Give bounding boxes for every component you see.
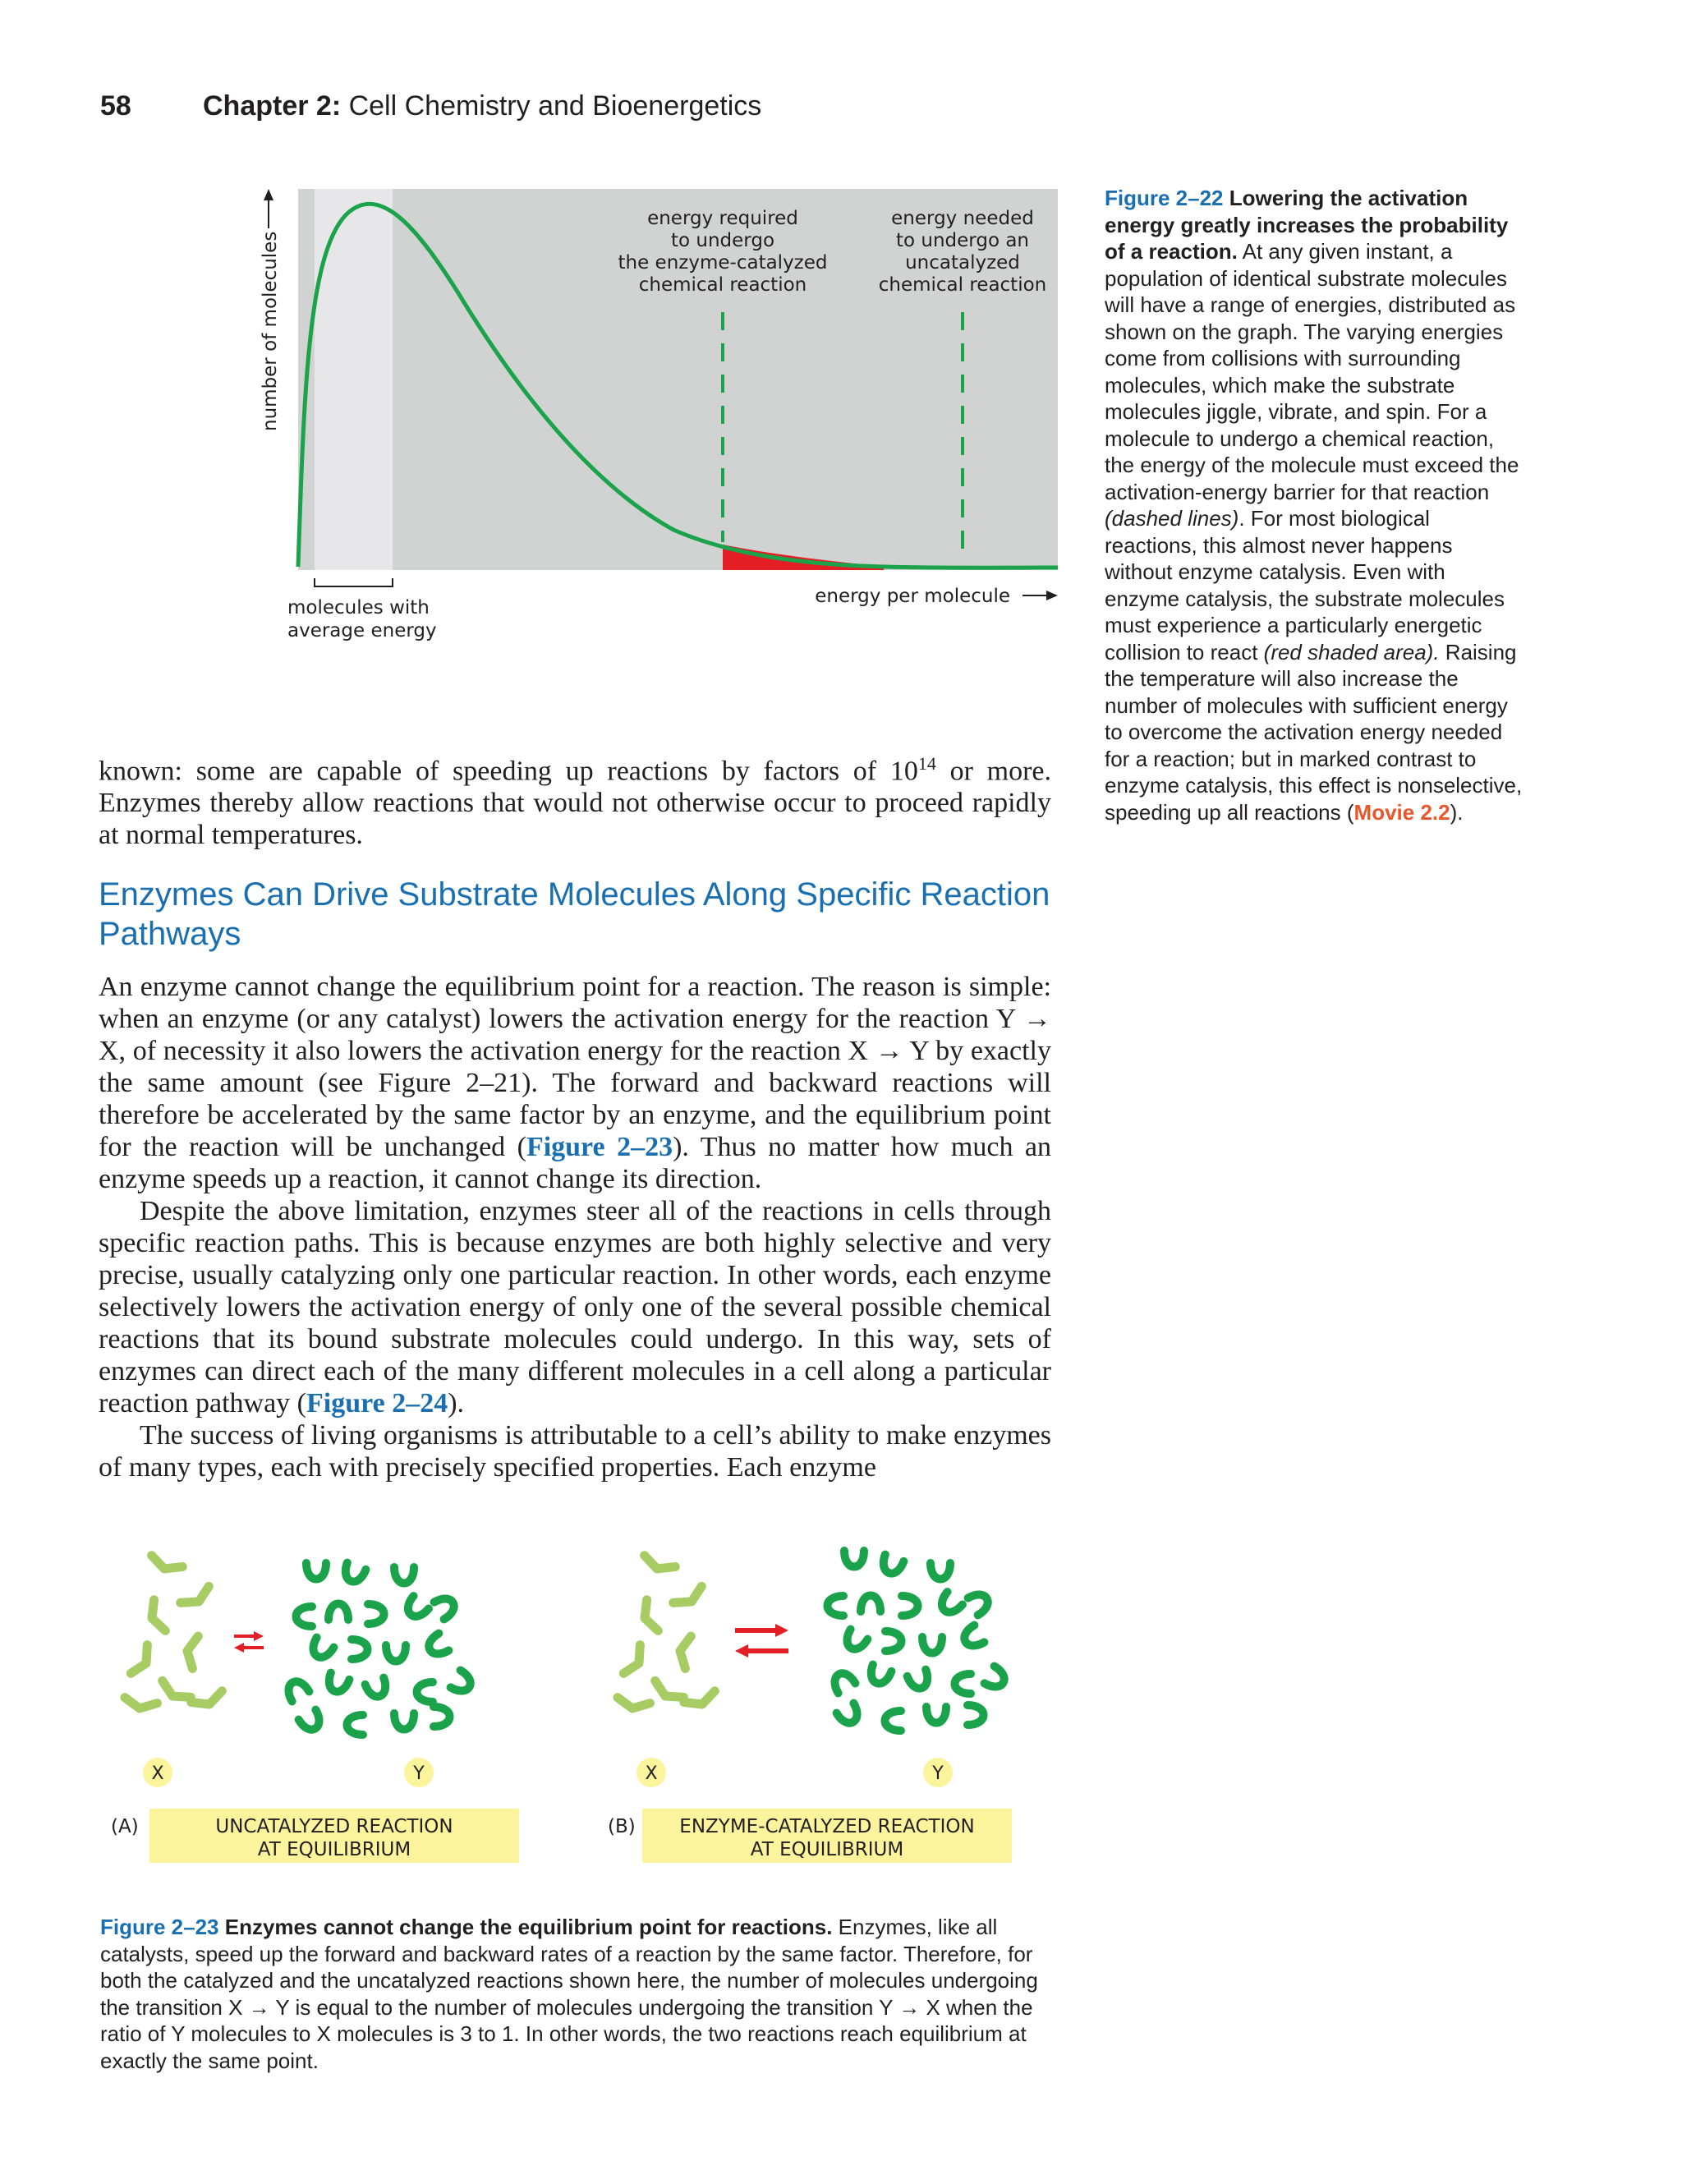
- figure-2-22-text-4: ).: [1450, 799, 1464, 825]
- p1-superscript: 14: [917, 753, 936, 774]
- annotation-catalyzed-line3: the enzyme-catalyzed: [618, 252, 828, 274]
- y-axis-arrow-head: [264, 189, 273, 200]
- average-energy-bracket: [315, 578, 393, 586]
- figure-2-23-title: Enzymes cannot change the equilibrium point for reactions.: [224, 1915, 833, 1939]
- page-number: 58: [100, 90, 131, 122]
- figure-2-22-italic-1: (dashed lines): [1105, 506, 1239, 531]
- annotation-uncatalyzed-line2: to undergo an: [895, 230, 1030, 251]
- y-axis-label-text: number of molecules: [260, 231, 281, 431]
- x-axis-arrow-head: [1046, 591, 1058, 600]
- panel-a: [111, 1556, 519, 1863]
- chapter-label: Chapter 2:: [203, 90, 342, 122]
- panel-b-letter: (B): [608, 1816, 636, 1837]
- figure-2-22-italic-2: (red shaded area).: [1263, 639, 1440, 664]
- panel-a-x-molecules: [123, 1556, 224, 1712]
- panel-b-y-molecules: [828, 1551, 1009, 1731]
- figure-2-23-number: Figure 2–23: [100, 1915, 219, 1939]
- bracket-label-line1: molecules with: [287, 597, 430, 618]
- annotation-catalyzed-line1: energy required: [647, 208, 798, 229]
- p2-text-a: An enzyme cannot change the equilibrium point for a reaction. The reason is simple: when an enzyme (or any catalyst) lowers the activation energy for the reaction Y → X, of necessity it also lowers the activation energy for the reaction X → Y by exactly the same amount (see Figure 2–21). The forward and backward reactions will therefore be accelerated by the same factor by an enzyme, and the equilibrium point for the reaction will be unchanged (: [99, 972, 1051, 1162]
- panel-a-label-line1: UNCATALYZED REACTION: [215, 1816, 453, 1837]
- chapter-header: [203, 90, 761, 122]
- figure-2-23-graphic: [99, 1528, 1068, 1873]
- figure-2-22-number: Figure 2–22: [1105, 186, 1224, 210]
- body-paragraph-3: [99, 1195, 1051, 1419]
- panel-b-label-line2: AT EQUILIBRIUM: [750, 1839, 904, 1860]
- panel-a-y-label: Y: [413, 1763, 425, 1784]
- panel-b-arrows: [735, 1624, 788, 1658]
- figure-2-22-graph: [246, 181, 1076, 657]
- chapter-title: Cell Chemistry and Bioenergetics: [348, 90, 762, 122]
- p2-text-b: ). Thus no matter how much an enzyme speeds up a reaction, it cannot change its direction.: [99, 1132, 1051, 1194]
- panel-a-letter: (A): [111, 1816, 139, 1837]
- figure-2-22-title: Lowering the activation energy greatly increases the probability of a reaction.: [1105, 186, 1509, 264]
- panel-a-arrows: [234, 1631, 264, 1653]
- panel-a-y-molecules: [284, 1563, 475, 1735]
- figure-2-22-text-3: Raising the temperature will also increase the number of molecules with sufficient energy to overcome the activation energy needed for a reaction; but in marked contrast to enzyme catalysis, this effect is nonselective, speeding up all reactions (: [1105, 639, 1523, 825]
- figure-2-23-link[interactable]: Figure 2–23: [526, 1132, 673, 1162]
- panel-b-label-line1: ENZYME-CATALYZED REACTION: [679, 1816, 975, 1837]
- body-paragraph-1: [99, 747, 1051, 851]
- figure-2-22-caption: [1105, 185, 1523, 825]
- annotation-catalyzed-line4: chemical reaction: [638, 274, 807, 296]
- bracket-label-line2: average energy: [287, 620, 437, 641]
- movie-link[interactable]: Movie 2.2: [1353, 799, 1450, 825]
- figure-2-23-caption: [100, 1914, 1057, 2074]
- body-paragraph-4: The success of living organisms is attributable to a cell’s ability to make enzymes of many types, each with precisely specified properties. Each enzyme: [99, 1420, 1051, 1483]
- annotation-uncatalyzed-line3: uncatalyzed: [905, 252, 1020, 274]
- panel-a-label-line2: AT EQUILIBRIUM: [257, 1839, 411, 1860]
- y-axis-label: [260, 189, 281, 431]
- x-axis-label: energy per molecule: [815, 586, 1010, 607]
- panel-b-x-molecules: [616, 1556, 717, 1712]
- body-paragraph-2: [99, 971, 1051, 1195]
- p1-text-b: or more. Enzymes thereby allow reactions that would not otherwise occur to proceed rapidly at normal temperatures.: [99, 756, 1052, 851]
- p3-text-a: Despite the above limitation, enzymes steer all of the reactions in cells through specific reaction paths. This is because enzymes are both highly selective and very precise, usually catalyzing only one particular reaction. In other words, each enzyme selectively lowers the activation energy of only one of the several possible chemical reactions that its bound substrate molecules could undergo. In this way, sets of enzymes can direct each of the many different molecules in a cell along a particular reaction pathway (: [99, 1196, 1051, 1418]
- figure-2-22-text-2: . For most biological reactions, this almost never happens without enzyme catalysis. Even with enzyme catalysis, the substrate molecules must experience a particularly energetic collision to react: [1105, 506, 1505, 664]
- figure-2-22-text-1: At any given instant, a population of identical substrate molecules will have a range of energies, distributed as shown on the graph. The varying energies come from collisions with surrounding molecules, which make the substrate molecules jiggle, vibrate, and spin. For a molecule to undergo a chemical reaction, the energy of the molecule must exceed the activation-energy barrier for that reaction: [1105, 239, 1519, 504]
- panel-b-x-label: X: [645, 1763, 658, 1784]
- p3-text-b: ).: [448, 1388, 465, 1418]
- body-paragraphs: [99, 971, 1051, 1483]
- section-heading: Enzymes Can Drive Substrate Molecules Along Specific Reaction Pathways: [99, 876, 1050, 952]
- panel-a-x-label: X: [151, 1763, 164, 1784]
- annotation-uncatalyzed-line4: chemical reaction: [878, 274, 1047, 296]
- panel-b-y-label: Y: [932, 1763, 944, 1784]
- panel-b: [608, 1551, 1012, 1863]
- annotation-uncatalyzed-line1: energy needed: [891, 208, 1034, 229]
- figure-2-24-link[interactable]: Figure 2–24: [306, 1388, 448, 1418]
- p1-text-a: known: some are capable of speeding up reactions by factors of 10: [99, 756, 918, 787]
- figure-2-23-text: Enzymes, like all catalysts, speed up the forward and backward rates of a reaction by the same factor. Therefore, for both the catalyzed and the uncatalyzed reactions shown here, the number of molecules undergoing the transition X → Y is equal to the number of molecules undergoing the transition Y → X when the ratio of Y molecules to X molecules is 3 to 1. In other words, the two reactions reach equilibrium at exactly the same point.: [100, 1915, 1038, 2073]
- annotation-catalyzed-line2: to undergo: [670, 230, 775, 251]
